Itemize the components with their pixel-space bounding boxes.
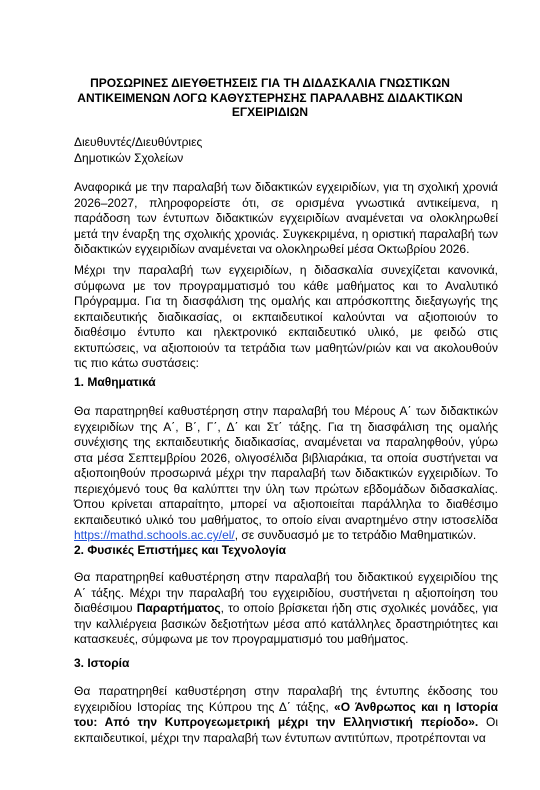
mathematics-text: Θα παρατηρηθεί καθυστέρηση στην παραλαβή του Μέρους Α΄ των διδακτικών εγχειριδίων της Α΄, Β΄, Γ΄, Δ΄ και Στ΄ τάξης. Για τη διασφάλιση της ομαλής συνέχισης της εκπαιδευτικής διαδικασίας, αναμένεται να παραληφθούν, γύρω στα μέσα Σεπτεμβρίου 2026, ολιγοσέλιδα βιβλιαράκια, τα οποία συστήνεται να αξιοποιηθούν προσωρινά μέχρι την παραλαβή των διδακτικών εγχειριδίων. Το περιεχόμενό τους θα καλύπτει την ύλη των πρώτων εβδομάδων διδασκαλίας. Όπου κρίνεται απαραίτητο, μπορεί να αξιοποιείται παράλληλα το διαθέσιμο εκπαιδευτικό υλικό του μαθήματος, το οποίο είναι αναρτημένο στην ιστοσελίδα	[74, 404, 498, 527]
section-heading-science: 2. Φυσικές Επιστήμες και Τεχνολογία	[74, 543, 287, 557]
mathematics-website-link[interactable]: https://mathd.schools.ac.cy/el/	[74, 528, 235, 542]
science-bold-term: Παραρτήματος	[136, 601, 221, 615]
section-heading-mathematics: 1. Μαθηματικά	[74, 375, 156, 389]
science-text-end: , το οποίο βρίσκεται ήδη στις σχολικές μονάδες, για την καλλιέργεια βασικών δεξιοτήτων μέσα από κατάλληλες δραστηριότητες και κατασκευές, σύμφωνα με τον προγραμματισμό του μαθήματος.	[74, 601, 498, 646]
history-text-end: Οι εκπαιδευτικοί, μέχρι την παραλαβή των έντυπων αντιτύπων, προτρέπονται να	[74, 715, 498, 745]
history-text-start: Θα παρατηρηθεί καθυστέρηση στην παραλαβή της έντυπης έκδοσης του εγχειριδίου Ιστορίας της Κύπρου της Δ΄ τάξης,	[74, 684, 498, 714]
section-paragraph-science	[74, 570, 498, 648]
section-paragraph-mathematics	[74, 404, 498, 544]
recipient-block	[74, 134, 474, 166]
section-heading-history: 3. Ιστορία	[74, 656, 130, 670]
section-paragraph-history	[74, 684, 498, 746]
mathematics-text-end: , σε συνδυασμό με το τετράδιο Μαθηματικών.	[234, 528, 477, 542]
recipient-line-2: Δημοτικών Σχολείων	[74, 151, 184, 165]
recipient-line-1: Διευθυντές/Διευθύντριες	[74, 135, 203, 149]
intro-paragraph-1: Αναφορικά με την παραλαβή των διδακτικών εγχειριδίων, για τη σχολική χρονιά 2026–2027, πληροφορείστε ότι, σε ορισμένα γνωστικά αντικείμενα, η παράδοση των έντυπων διδακτικών εγχειριδίων αναμένεται να ολοκληρωθεί μετά την έναρξη της σχολικής χρονιάς. Συγκεκριμένα, η οριστική παραλαβή των διδακτικών εγχειριδίων αναμένεται να ολοκληρωθεί μέσα Οκτωβρίου 2026.	[74, 180, 498, 256]
science-text-start: Θα παρατηρηθεί καθυστέρηση στην παραλαβή του διδακτικού εγχειριδίου της Α΄ τάξης. Μέχρι την παραλαβή του εγχειριδίου, συστήνεται η αξιοποίηση του διαθέσιμου	[74, 570, 498, 615]
intro-paragraph-2: Μέχρι την παραλαβή των εγχειριδίων, η διδασκαλία συνεχίζεται κανονικά, σύμφωνα με τον προγραμματισμό του κάθε μαθήματος και το Αναλυτικό Πρόγραμμα. Για τη διασφάλιση της ομαλής και απρόσκοπτης διεξαγωγής της εκπαιδευτικής διαδικασίας, οι εκπαιδευτικοί καλούνται να αξιοποιούν το διαθέσιμο έντυπο και ηλεκτρονικό εκπαιδευτικό υλικό, με φειδώ στις εκτυπώσεις, να αξιοποιούν τα τετράδια των μαθητών/ριών και να ακολουθούν τις πιο κάτω συστάσεις:	[74, 263, 498, 370]
document-title: ΠΡΟΣΩΡΙΝΕΣ ΔΙΕΥΘΕΤΗΣΕΙΣ ΓΙΑ ΤΗ ΔΙΔΑΣΚΑΛΙΑ ΓΝΩΣΤΙΚΩΝ ΑΝΤΙΚΕΙΜΕΝΩΝ ΛΟΓΩ ΚΑΘΥΣΤΕΡΗΣΗΣ ΠΑΡΑΛΑΒΗΣ ΔΙΔΑΚΤΙΚΩΝ ΕΓΧΕΙΡΙΔΙΩΝ	[77, 76, 463, 119]
history-book-title: «Ο Άνθρωπος και η Ιστορία του: Από την Κυπρογεωμετρική μέχρι την Ελληνιστική περίοδο».	[74, 699, 499, 729]
